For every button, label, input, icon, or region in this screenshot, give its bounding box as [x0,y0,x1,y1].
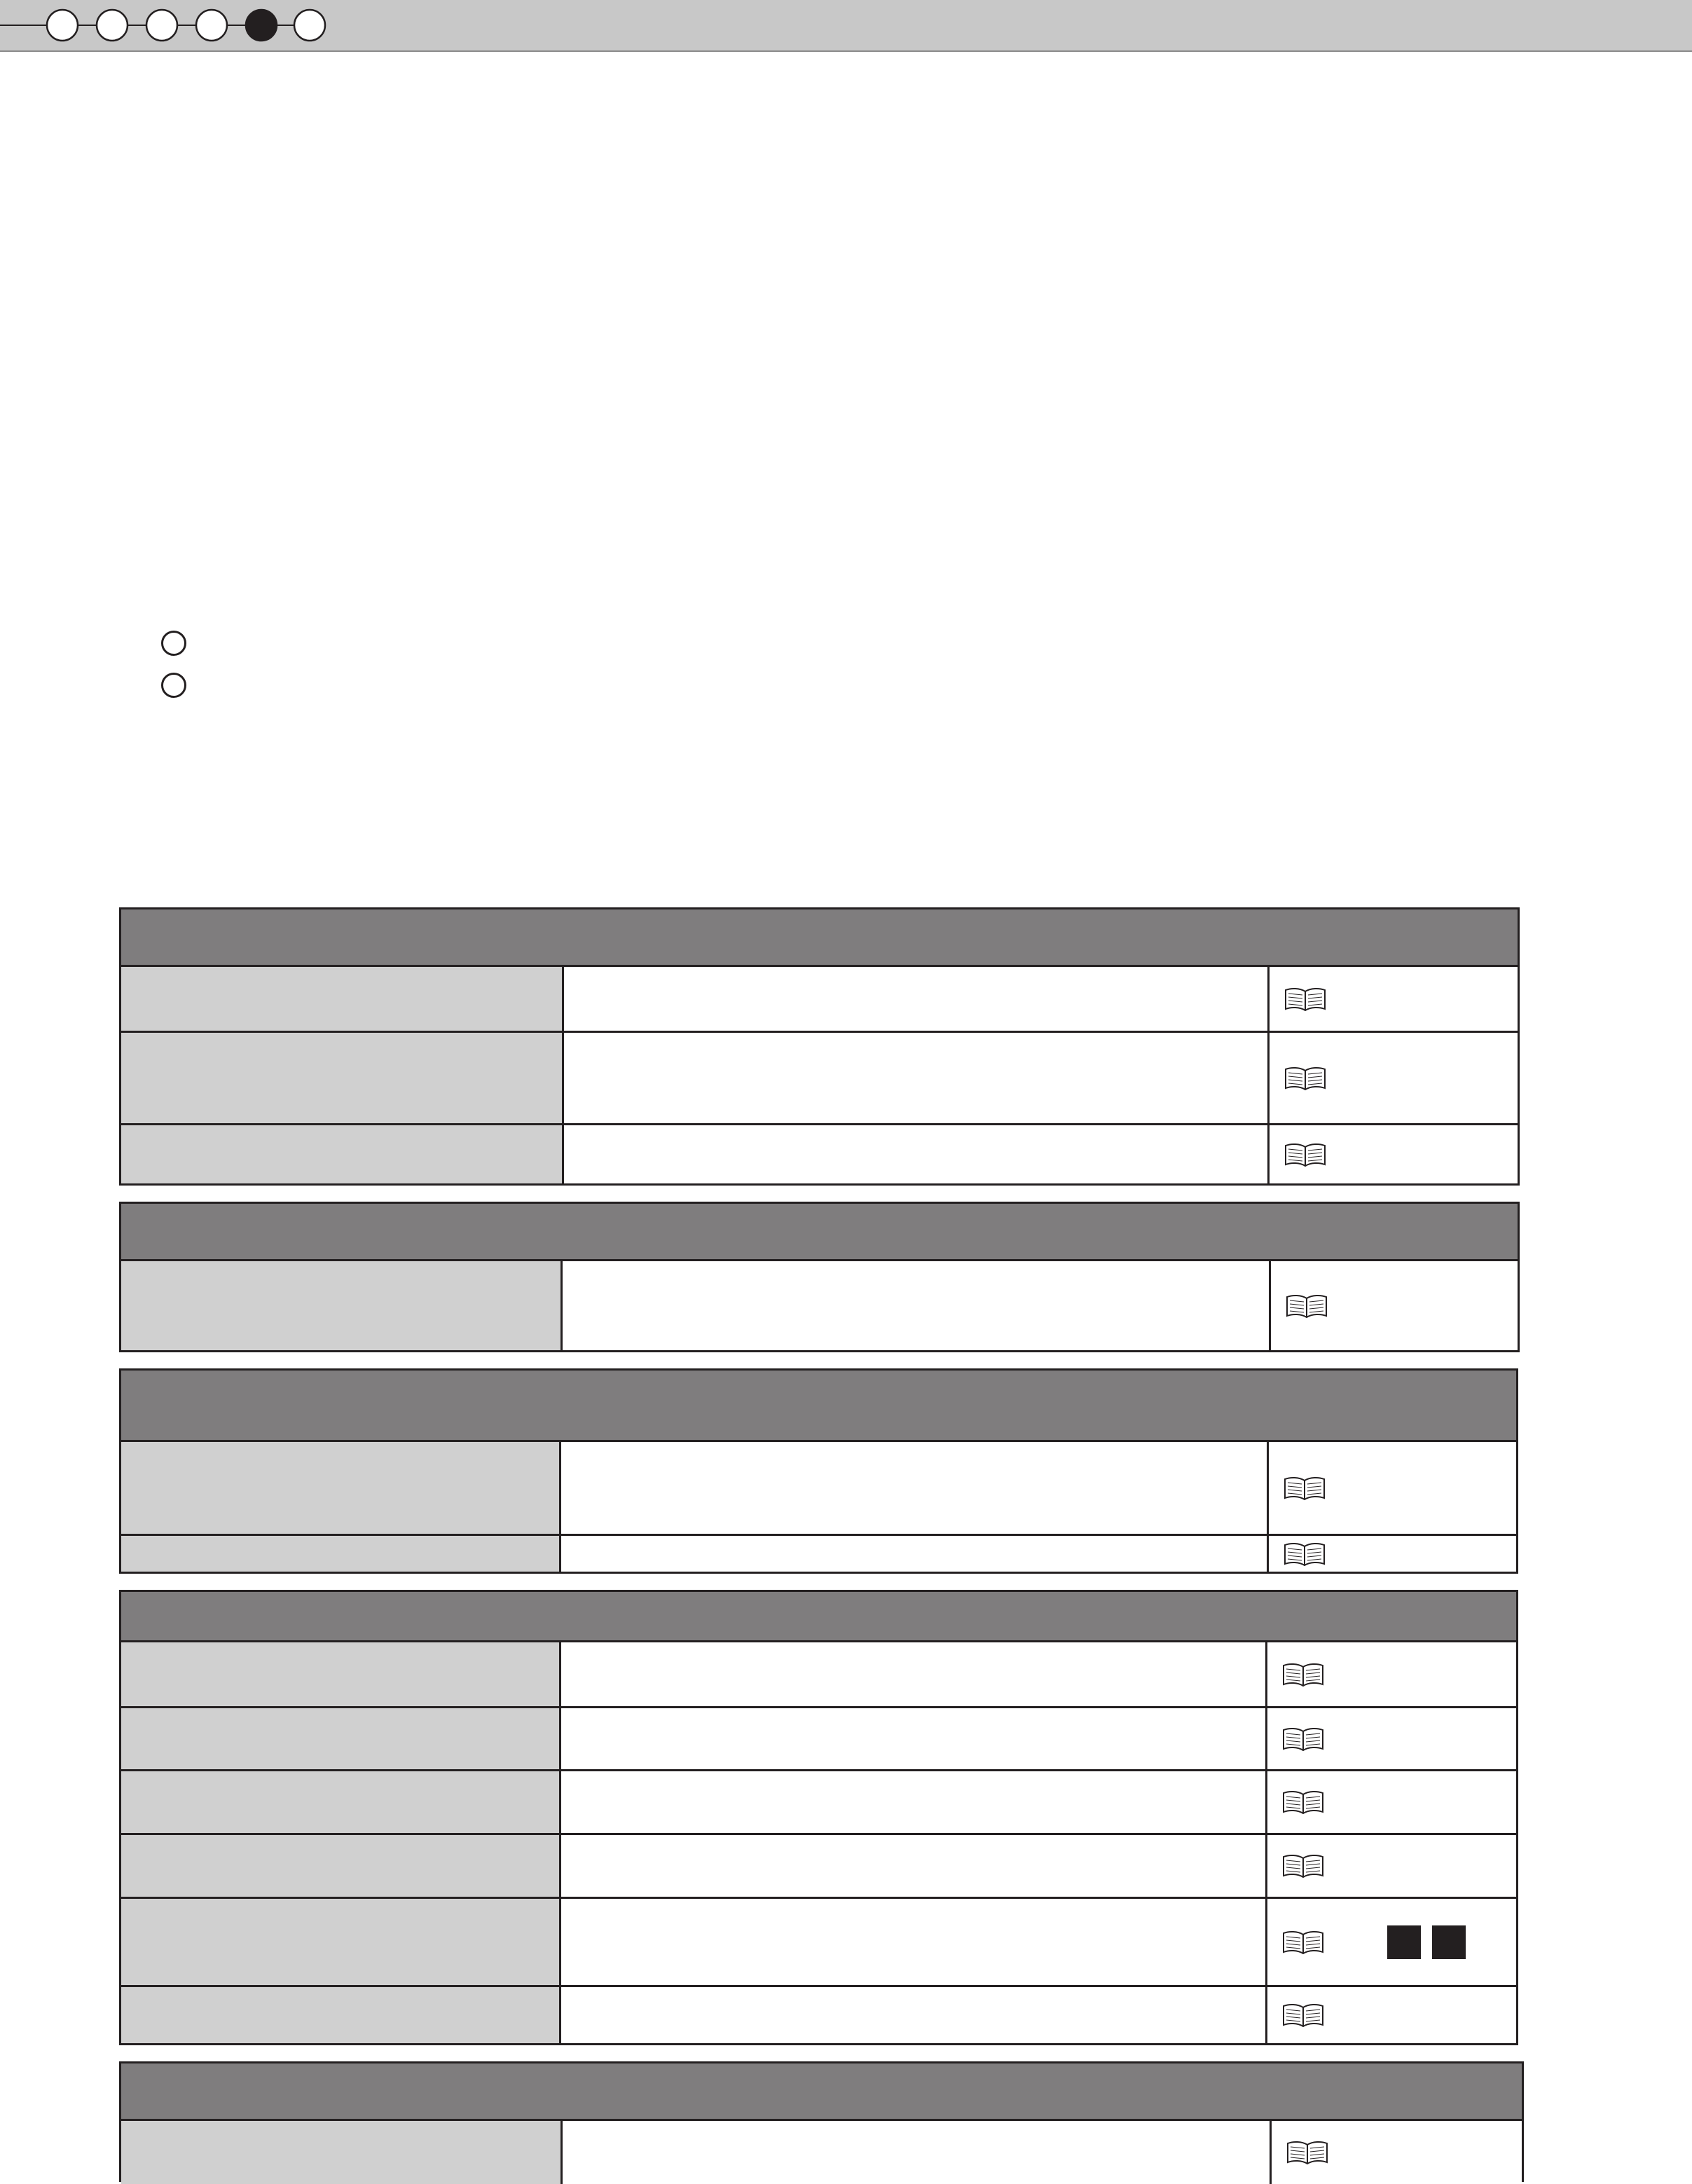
list-marker-1-circle-icon [161,631,186,656]
table-2-header [121,1204,1518,1261]
table-row [121,2121,1522,2184]
row-reference-cell [1267,1899,1516,1985]
table-4-header [121,1592,1516,1642]
table-row [121,1985,1516,2043]
row-reference-cell [1272,2121,1522,2184]
row-label-cell [121,1125,564,1183]
table-row [121,1897,1516,1985]
row-label-cell [121,1536,561,1572]
book-icon[interactable] [1284,1066,1327,1091]
row-label-cell [121,1899,561,1985]
row-label-cell [121,1261,563,1350]
step-5-active-circle-icon[interactable] [246,10,277,41]
row-label-cell [121,1642,561,1706]
book-icon[interactable] [1284,987,1327,1012]
row-description-cell [563,2121,1272,2184]
table-row [121,1261,1518,1350]
step-6-circle-icon[interactable] [294,10,325,41]
table-row [121,1833,1516,1897]
row-description-cell [564,967,1270,1031]
table-row [121,967,1518,1031]
row-description-cell [561,1708,1267,1769]
row-description-cell [564,1033,1270,1123]
row-label-cell [121,2121,563,2184]
step-3-circle-icon[interactable] [146,10,177,41]
step-track [0,0,1692,50]
table-5 [119,2061,1524,2182]
table-row [121,1642,1516,1706]
table-row [121,1769,1516,1833]
book-icon[interactable] [1281,1662,1325,1687]
book-icon[interactable] [1284,1142,1327,1167]
row-description-cell [561,1536,1269,1572]
row-label-cell [121,1442,561,1534]
list-marker-2-circle-icon [161,673,186,698]
row-reference-cell [1269,1442,1516,1534]
row-label-cell [121,1835,561,1897]
row-description-cell [561,1642,1267,1706]
table-2 [119,1202,1520,1352]
book-icon[interactable] [1281,2003,1325,2028]
row-reference-cell [1271,1261,1518,1350]
step-2-circle-icon[interactable] [97,10,128,41]
row-label-cell [121,967,564,1031]
row-reference-cell [1267,1642,1516,1706]
row-description-cell [563,1261,1271,1350]
row-label-cell [121,1771,561,1833]
book-icon[interactable] [1281,1930,1325,1955]
table-3-header [121,1371,1516,1442]
table-1 [119,907,1520,1186]
row-description-cell [561,1442,1269,1534]
page-marker-square-icon [1387,1925,1421,1959]
row-reference-cell [1267,1708,1516,1769]
book-icon[interactable] [1283,1541,1326,1567]
page-marker-square-icon [1432,1925,1466,1959]
step-1-circle-icon[interactable] [47,10,78,41]
row-description-cell [561,1771,1267,1833]
row-description-cell [561,1835,1267,1897]
row-reference-cell [1269,1536,1516,1572]
row-description-cell [564,1125,1270,1183]
row-label-cell [121,1033,564,1123]
book-icon[interactable] [1281,1726,1325,1752]
step-navigation-bar [0,0,1692,52]
table-row [121,1534,1516,1572]
table-row [121,1706,1516,1769]
row-description-cell [561,1987,1267,2043]
row-reference-cell [1270,1033,1518,1123]
step-4-circle-icon[interactable] [196,10,227,41]
table-3 [119,1368,1518,1574]
row-reference-cell [1267,1835,1516,1897]
row-reference-cell [1267,1771,1516,1833]
row-reference-cell [1267,1987,1516,2043]
row-reference-cell [1270,1125,1518,1183]
book-icon[interactable] [1281,1790,1325,1815]
table-row [121,1442,1516,1534]
row-label-cell [121,1708,561,1769]
table-5-header [121,2063,1522,2121]
table-row [121,1031,1518,1123]
table-4 [119,1590,1518,2045]
row-description-cell [561,1899,1267,1985]
book-icon[interactable] [1283,1476,1326,1501]
table-1-header [121,909,1518,967]
table-row [121,1123,1518,1183]
book-icon[interactable] [1285,1293,1328,1319]
book-icon[interactable] [1281,1853,1325,1879]
book-icon[interactable] [1286,2140,1329,2165]
row-label-cell [121,1987,561,2043]
row-reference-cell [1270,967,1518,1031]
